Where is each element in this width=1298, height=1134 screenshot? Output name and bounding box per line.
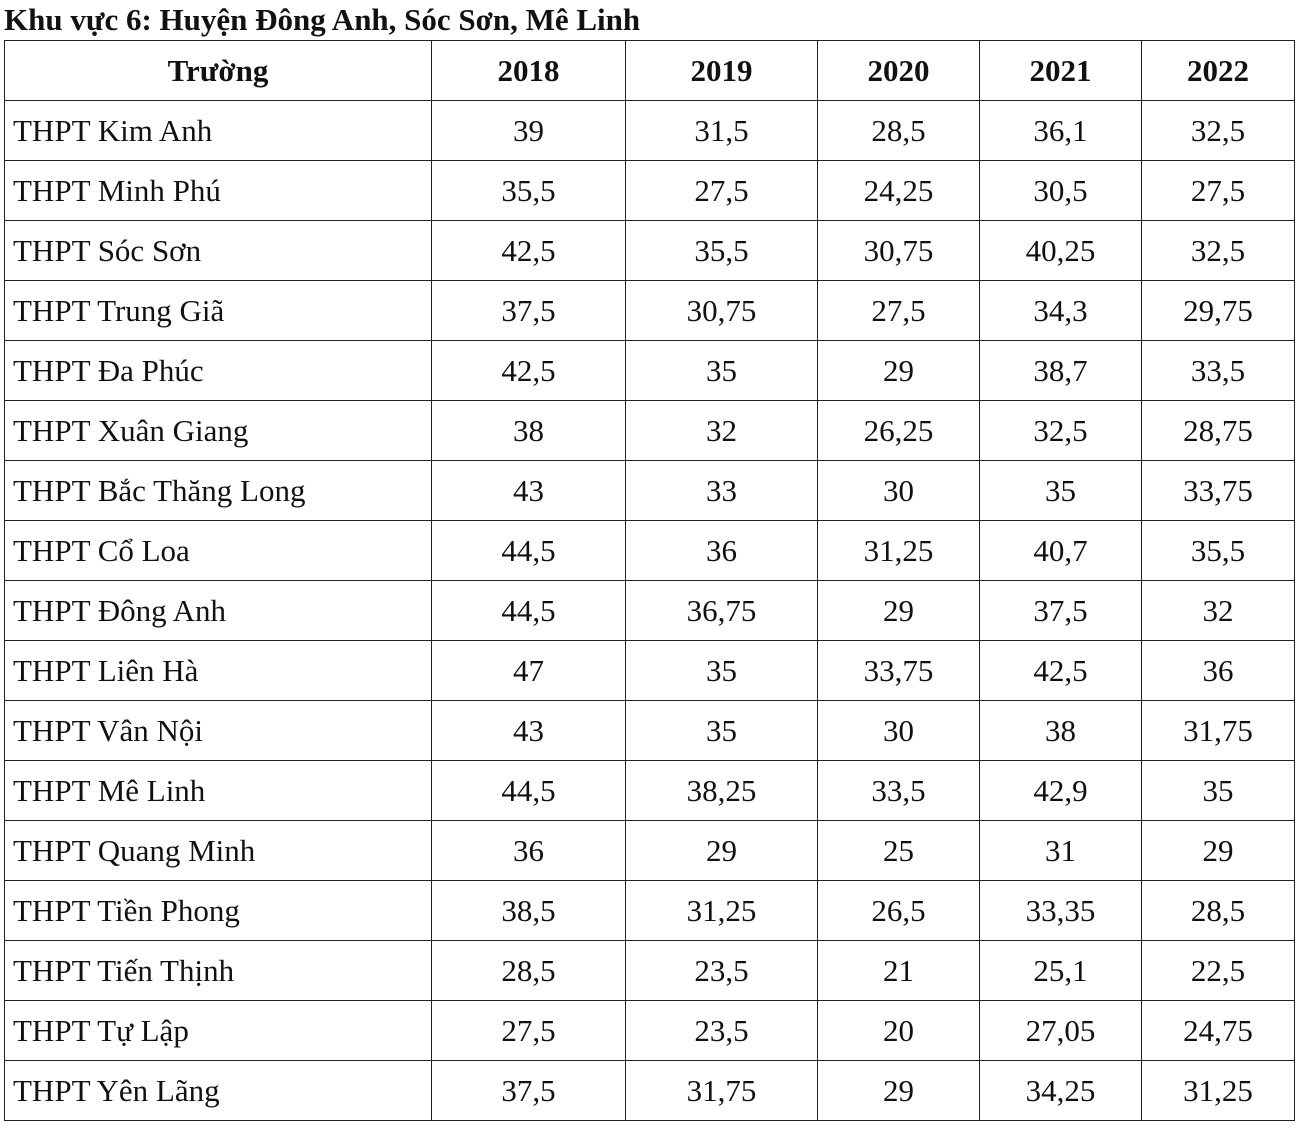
score-2021-cell: 25,1: [980, 941, 1142, 1001]
table-row: [5, 341, 1295, 401]
score-2019-cell: 30,75: [626, 281, 818, 341]
score-2020-cell: 33,5: [818, 761, 980, 821]
score-2021-cell: 38: [980, 701, 1142, 761]
school-name-cell: THPT Minh Phú: [5, 161, 432, 221]
school-name-cell: THPT Cổ Loa: [5, 521, 432, 581]
column-header-2020: 2020: [818, 41, 980, 101]
score-2018-cell: 44,5: [432, 521, 626, 581]
column-header-2021: 2021: [980, 41, 1142, 101]
score-2020-cell: 30: [818, 461, 980, 521]
score-2018-cell: 39: [432, 101, 626, 161]
table-row: [5, 581, 1295, 641]
score-2019-cell: 35: [626, 701, 818, 761]
score-2018-cell: 37,5: [432, 1061, 626, 1121]
school-name-cell: THPT Sóc Sơn: [5, 221, 432, 281]
column-header-2018: 2018: [432, 41, 626, 101]
score-2018-cell: 35,5: [432, 161, 626, 221]
school-name-cell: THPT Trung Giã: [5, 281, 432, 341]
score-2018-cell: 44,5: [432, 761, 626, 821]
score-2019-cell: 23,5: [626, 941, 818, 1001]
score-2022-cell: 33,75: [1142, 461, 1295, 521]
table-row: [5, 401, 1295, 461]
score-2020-cell: 33,75: [818, 641, 980, 701]
score-2022-cell: 22,5: [1142, 941, 1295, 1001]
score-2022-cell: 27,5: [1142, 161, 1295, 221]
admission-scores-table: [4, 40, 1295, 1121]
score-2020-cell: 31,25: [818, 521, 980, 581]
table-row: [5, 761, 1295, 821]
school-name-cell: THPT Yên Lãng: [5, 1061, 432, 1121]
score-2019-cell: 23,5: [626, 1001, 818, 1061]
table-header-row: [5, 41, 1295, 101]
score-2021-cell: 34,3: [980, 281, 1142, 341]
score-2021-cell: 36,1: [980, 101, 1142, 161]
score-2018-cell: 28,5: [432, 941, 626, 1001]
table-row: [5, 941, 1295, 1001]
score-2021-cell: 37,5: [980, 581, 1142, 641]
score-2019-cell: 31,25: [626, 881, 818, 941]
table-row: [5, 221, 1295, 281]
score-2021-cell: 30,5: [980, 161, 1142, 221]
score-2018-cell: 36: [432, 821, 626, 881]
school-name-cell: THPT Mê Linh: [5, 761, 432, 821]
column-header-2019: 2019: [626, 41, 818, 101]
score-2020-cell: 25: [818, 821, 980, 881]
column-header-2022: 2022: [1142, 41, 1295, 101]
school-name-cell: THPT Kim Anh: [5, 101, 432, 161]
school-name-cell: THPT Tự Lập: [5, 1001, 432, 1061]
table-row: [5, 641, 1295, 701]
score-2022-cell: 29,75: [1142, 281, 1295, 341]
score-2022-cell: 32,5: [1142, 221, 1295, 281]
score-2019-cell: 35: [626, 641, 818, 701]
score-2018-cell: 27,5: [432, 1001, 626, 1061]
score-2018-cell: 42,5: [432, 341, 626, 401]
score-2022-cell: 35: [1142, 761, 1295, 821]
school-name-cell: THPT Vân Nội: [5, 701, 432, 761]
score-2020-cell: 29: [818, 1061, 980, 1121]
score-2018-cell: 43: [432, 461, 626, 521]
table-row: [5, 461, 1295, 521]
score-2020-cell: 21: [818, 941, 980, 1001]
school-name-cell: THPT Đa Phúc: [5, 341, 432, 401]
score-2019-cell: 36,75: [626, 581, 818, 641]
score-2020-cell: 29: [818, 341, 980, 401]
score-2019-cell: 35: [626, 341, 818, 401]
score-2018-cell: 38,5: [432, 881, 626, 941]
score-2021-cell: 33,35: [980, 881, 1142, 941]
school-name-cell: THPT Tiến Thịnh: [5, 941, 432, 1001]
score-2019-cell: 36: [626, 521, 818, 581]
table-row: [5, 881, 1295, 941]
score-2021-cell: 34,25: [980, 1061, 1142, 1121]
score-2019-cell: 29: [626, 821, 818, 881]
score-2020-cell: 30,75: [818, 221, 980, 281]
score-2019-cell: 35,5: [626, 221, 818, 281]
table-row: [5, 161, 1295, 221]
score-2021-cell: 35: [980, 461, 1142, 521]
score-2018-cell: 44,5: [432, 581, 626, 641]
score-2018-cell: 42,5: [432, 221, 626, 281]
score-2022-cell: 31,25: [1142, 1061, 1295, 1121]
score-2019-cell: 33: [626, 461, 818, 521]
score-2022-cell: 29: [1142, 821, 1295, 881]
school-name-cell: THPT Đông Anh: [5, 581, 432, 641]
table-row: [5, 1001, 1295, 1061]
score-2022-cell: 31,75: [1142, 701, 1295, 761]
score-2022-cell: 33,5: [1142, 341, 1295, 401]
score-2018-cell: 37,5: [432, 281, 626, 341]
score-2021-cell: 38,7: [980, 341, 1142, 401]
score-2022-cell: 28,5: [1142, 881, 1295, 941]
score-2022-cell: 35,5: [1142, 521, 1295, 581]
school-name-cell: THPT Xuân Giang: [5, 401, 432, 461]
table-row: [5, 521, 1295, 581]
score-2020-cell: 29: [818, 581, 980, 641]
table-row: [5, 1061, 1295, 1121]
score-2021-cell: 42,9: [980, 761, 1142, 821]
score-2019-cell: 38,25: [626, 761, 818, 821]
score-2021-cell: 42,5: [980, 641, 1142, 701]
score-2019-cell: 31,5: [626, 101, 818, 161]
score-2020-cell: 20: [818, 1001, 980, 1061]
score-2020-cell: 24,25: [818, 161, 980, 221]
score-2018-cell: 47: [432, 641, 626, 701]
score-2021-cell: 27,05: [980, 1001, 1142, 1061]
page-title: Khu vực 6: Huyện Đông Anh, Sóc Sơn, Mê Linh: [4, 2, 641, 37]
score-2021-cell: 32,5: [980, 401, 1142, 461]
table-row: [5, 821, 1295, 881]
table-row: [5, 701, 1295, 761]
score-2019-cell: 27,5: [626, 161, 818, 221]
score-2021-cell: 31: [980, 821, 1142, 881]
school-name-cell: THPT Liên Hà: [5, 641, 432, 701]
score-2022-cell: 32,5: [1142, 101, 1295, 161]
score-2020-cell: 26,5: [818, 881, 980, 941]
school-name-cell: THPT Bắc Thăng Long: [5, 461, 432, 521]
score-2018-cell: 38: [432, 401, 626, 461]
table-row: [5, 281, 1295, 341]
score-2022-cell: 28,75: [1142, 401, 1295, 461]
score-2021-cell: 40,7: [980, 521, 1142, 581]
school-name-cell: THPT Quang Minh: [5, 821, 432, 881]
score-2020-cell: 27,5: [818, 281, 980, 341]
score-2022-cell: 32: [1142, 581, 1295, 641]
table-row: [5, 101, 1295, 161]
score-2021-cell: 40,25: [980, 221, 1142, 281]
column-header-school: Trường: [5, 41, 432, 101]
score-2020-cell: 30: [818, 701, 980, 761]
school-name-cell: THPT Tiền Phong: [5, 881, 432, 941]
score-2020-cell: 28,5: [818, 101, 980, 161]
score-2022-cell: 24,75: [1142, 1001, 1295, 1061]
score-2020-cell: 26,25: [818, 401, 980, 461]
score-2022-cell: 36: [1142, 641, 1295, 701]
score-2018-cell: 43: [432, 701, 626, 761]
table-body: [5, 101, 1295, 1121]
score-2019-cell: 32: [626, 401, 818, 461]
score-2019-cell: 31,75: [626, 1061, 818, 1121]
